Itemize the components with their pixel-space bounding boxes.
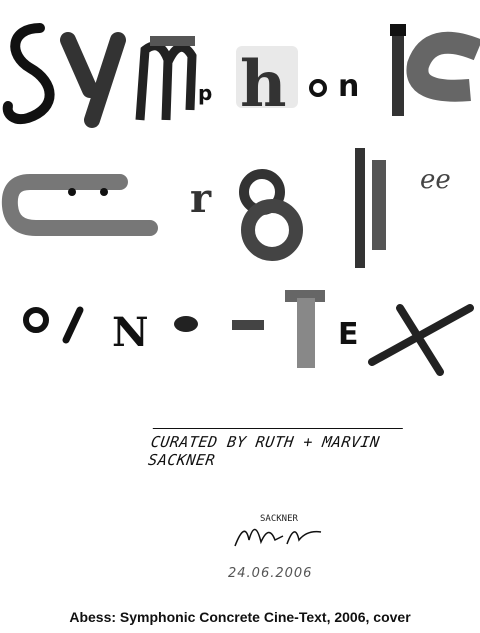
curated-by-credit: CURATED BY RUTH + MARVIN SACKNER [147, 428, 403, 469]
signature-date: 24.06.2006 [228, 566, 313, 581]
svg-text:n: n [338, 69, 360, 104]
title-line-1 [0, 10, 480, 130]
title-line-3-lettering [0, 280, 480, 380]
image-caption: Abess: Symphonic Concrete Cine-Text, 2006, cover [69, 609, 411, 625]
svg-text:ee: ee [420, 165, 451, 195]
title-line-2 [0, 140, 480, 280]
sackner-stamp: SACKNER [260, 514, 298, 524]
svg-text:E: E [338, 317, 359, 352]
title-line-2-lettering [0, 140, 480, 280]
title-line-1-lettering [0, 10, 480, 130]
artist-signature [225, 510, 335, 550]
svg-text:p: p [198, 81, 213, 105]
svg-text:N: N [112, 309, 149, 356]
title-line-3 [0, 280, 480, 380]
svg-text:r: r [190, 175, 212, 222]
svg-text:h: h [240, 47, 287, 122]
